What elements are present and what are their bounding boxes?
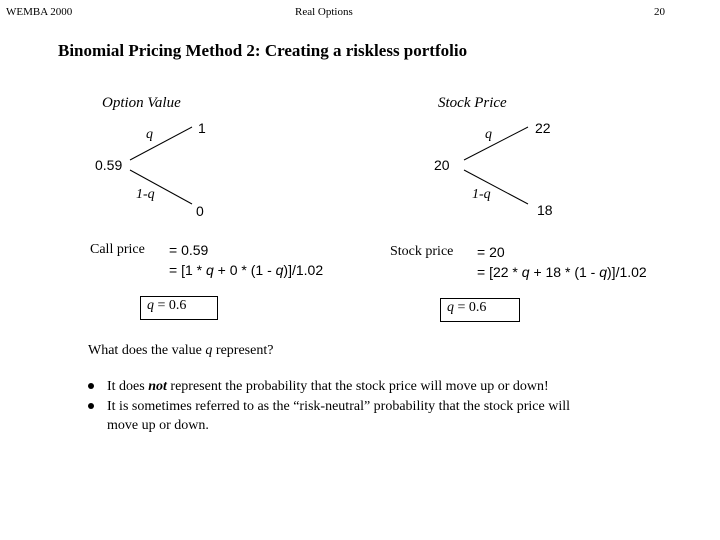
stock-up-prob: q — [485, 127, 492, 142]
option-up-prob: q — [146, 127, 153, 142]
page-title: Binomial Pricing Method 2: Creating a riskless portfolio — [58, 41, 468, 60]
header-course: WEMBA 2000 — [6, 6, 73, 18]
stock-result-box — [440, 298, 520, 322]
call-price-line1: = 0.59 — [169, 242, 209, 258]
bullet-item-1: It does not represent the probability that the stock price will move up or down! — [107, 379, 549, 394]
option-down-value: 0 — [196, 203, 204, 219]
bullet-item-2-line2: move up or down. — [107, 418, 209, 433]
stock-price-line1: = 20 — [477, 244, 505, 260]
stock-tree-label: Stock Price — [438, 95, 507, 111]
stock-down-prob: 1-q — [472, 187, 491, 202]
stock-result-var: q — [447, 300, 454, 315]
bullet-dot — [88, 403, 94, 409]
stock-up-branch — [464, 127, 528, 160]
bullet-dot — [88, 383, 94, 389]
stock-up-value: 22 — [535, 120, 551, 136]
stock-price-label: Stock price — [390, 244, 454, 259]
stock-price-line2: = [22 * q + 18 * (1 - q)]/1.02 — [477, 264, 647, 280]
call-price-line2: = [1 * q + 0 * (1 - q)]/1.02 — [169, 262, 324, 278]
call-price-label: Call price — [90, 242, 145, 257]
option-up-value: 1 — [198, 120, 206, 136]
option-up-branch — [130, 127, 192, 160]
header-topic: Real Options — [295, 6, 353, 18]
page-number: 20 — [654, 6, 665, 18]
stock-result-value: = 0.6 — [457, 300, 487, 315]
question-text: What does the value q represent? — [88, 343, 274, 358]
call-result-value: = 0.6 — [157, 298, 187, 313]
stock-root-value: 20 — [434, 157, 450, 173]
stock-down-value: 18 — [537, 202, 553, 218]
call-result-var: q — [147, 298, 154, 313]
bullet-item-2-line1: It is sometimes referred to as the “risk-neutral” probability that the stock price will — [107, 399, 571, 414]
option-root-value: 0.59 — [95, 157, 123, 173]
option-tree-label: Option Value — [102, 95, 181, 111]
call-result-box — [140, 296, 218, 320]
option-down-prob: 1-q — [136, 187, 155, 202]
